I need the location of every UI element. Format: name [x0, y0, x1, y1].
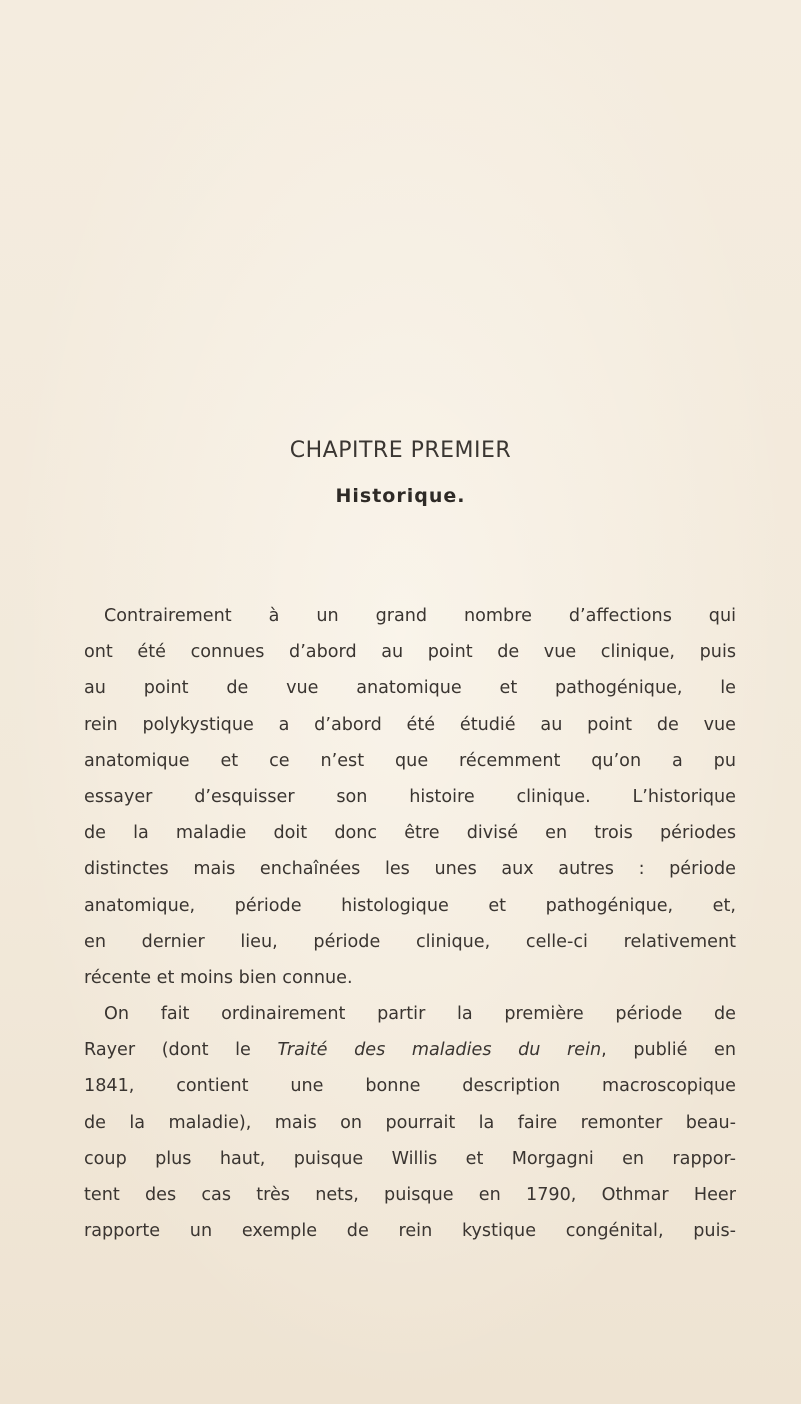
- text-line: coup plus haut, puisque Willis et Morgagni en rappor-: [84, 1148, 736, 1169]
- text-line: essayer d’esquisser son histoire clinique. L’historique: [84, 786, 736, 807]
- text-line: rapporte un exemple de rein kystique congénital, puis-: [84, 1221, 736, 1242]
- text-line: tent des cas très nets, puisque en 1790, Othmar Heer: [84, 1185, 736, 1205]
- text-line: récente et moins bien connue.: [84, 967, 353, 988]
- body-text: [84, 598, 736, 1249]
- text-line: au point de vue anatomique et pathogénique, le: [84, 678, 736, 699]
- text-run: , publié en: [601, 1040, 736, 1061]
- text-line: 1841, contient une bonne description macroscopique: [84, 1076, 736, 1097]
- text-line: Contrairement à un grand nombre d’affections qui: [104, 606, 736, 626]
- text-line: de la maladie), mais on pourrait la faire remonter beau-: [84, 1112, 736, 1133]
- text-line: On fait ordinairement partir la première période de: [104, 1004, 736, 1025]
- chapter-heading: CHAPITRE PREMIER: [289, 438, 512, 463]
- section-title: Historique.: [335, 485, 466, 507]
- text-line: en dernier lieu, période clinique, celle-ci relativement: [84, 931, 736, 952]
- text-line: anatomique, période histologique et pathogénique, et,: [84, 895, 736, 916]
- book-title-italic: Traité des maladies du rein: [277, 1040, 602, 1061]
- text-line: distinctes mais enchaînées les unes aux autres : période: [84, 859, 736, 880]
- text-line: de la maladie doit donc être divisé en trois périodes: [84, 823, 736, 844]
- text-run: Rayer (dont le: [84, 1040, 251, 1061]
- text-line-mixed: [84, 1032, 736, 1068]
- text-line: rein polykystique a d’abord été étudié au point de vue: [84, 714, 736, 735]
- text-line: ont été connues d’abord au point de vue clinique, puis: [84, 642, 736, 663]
- text-line: anatomique et ce n’est que récemment qu’on a pu: [84, 750, 736, 771]
